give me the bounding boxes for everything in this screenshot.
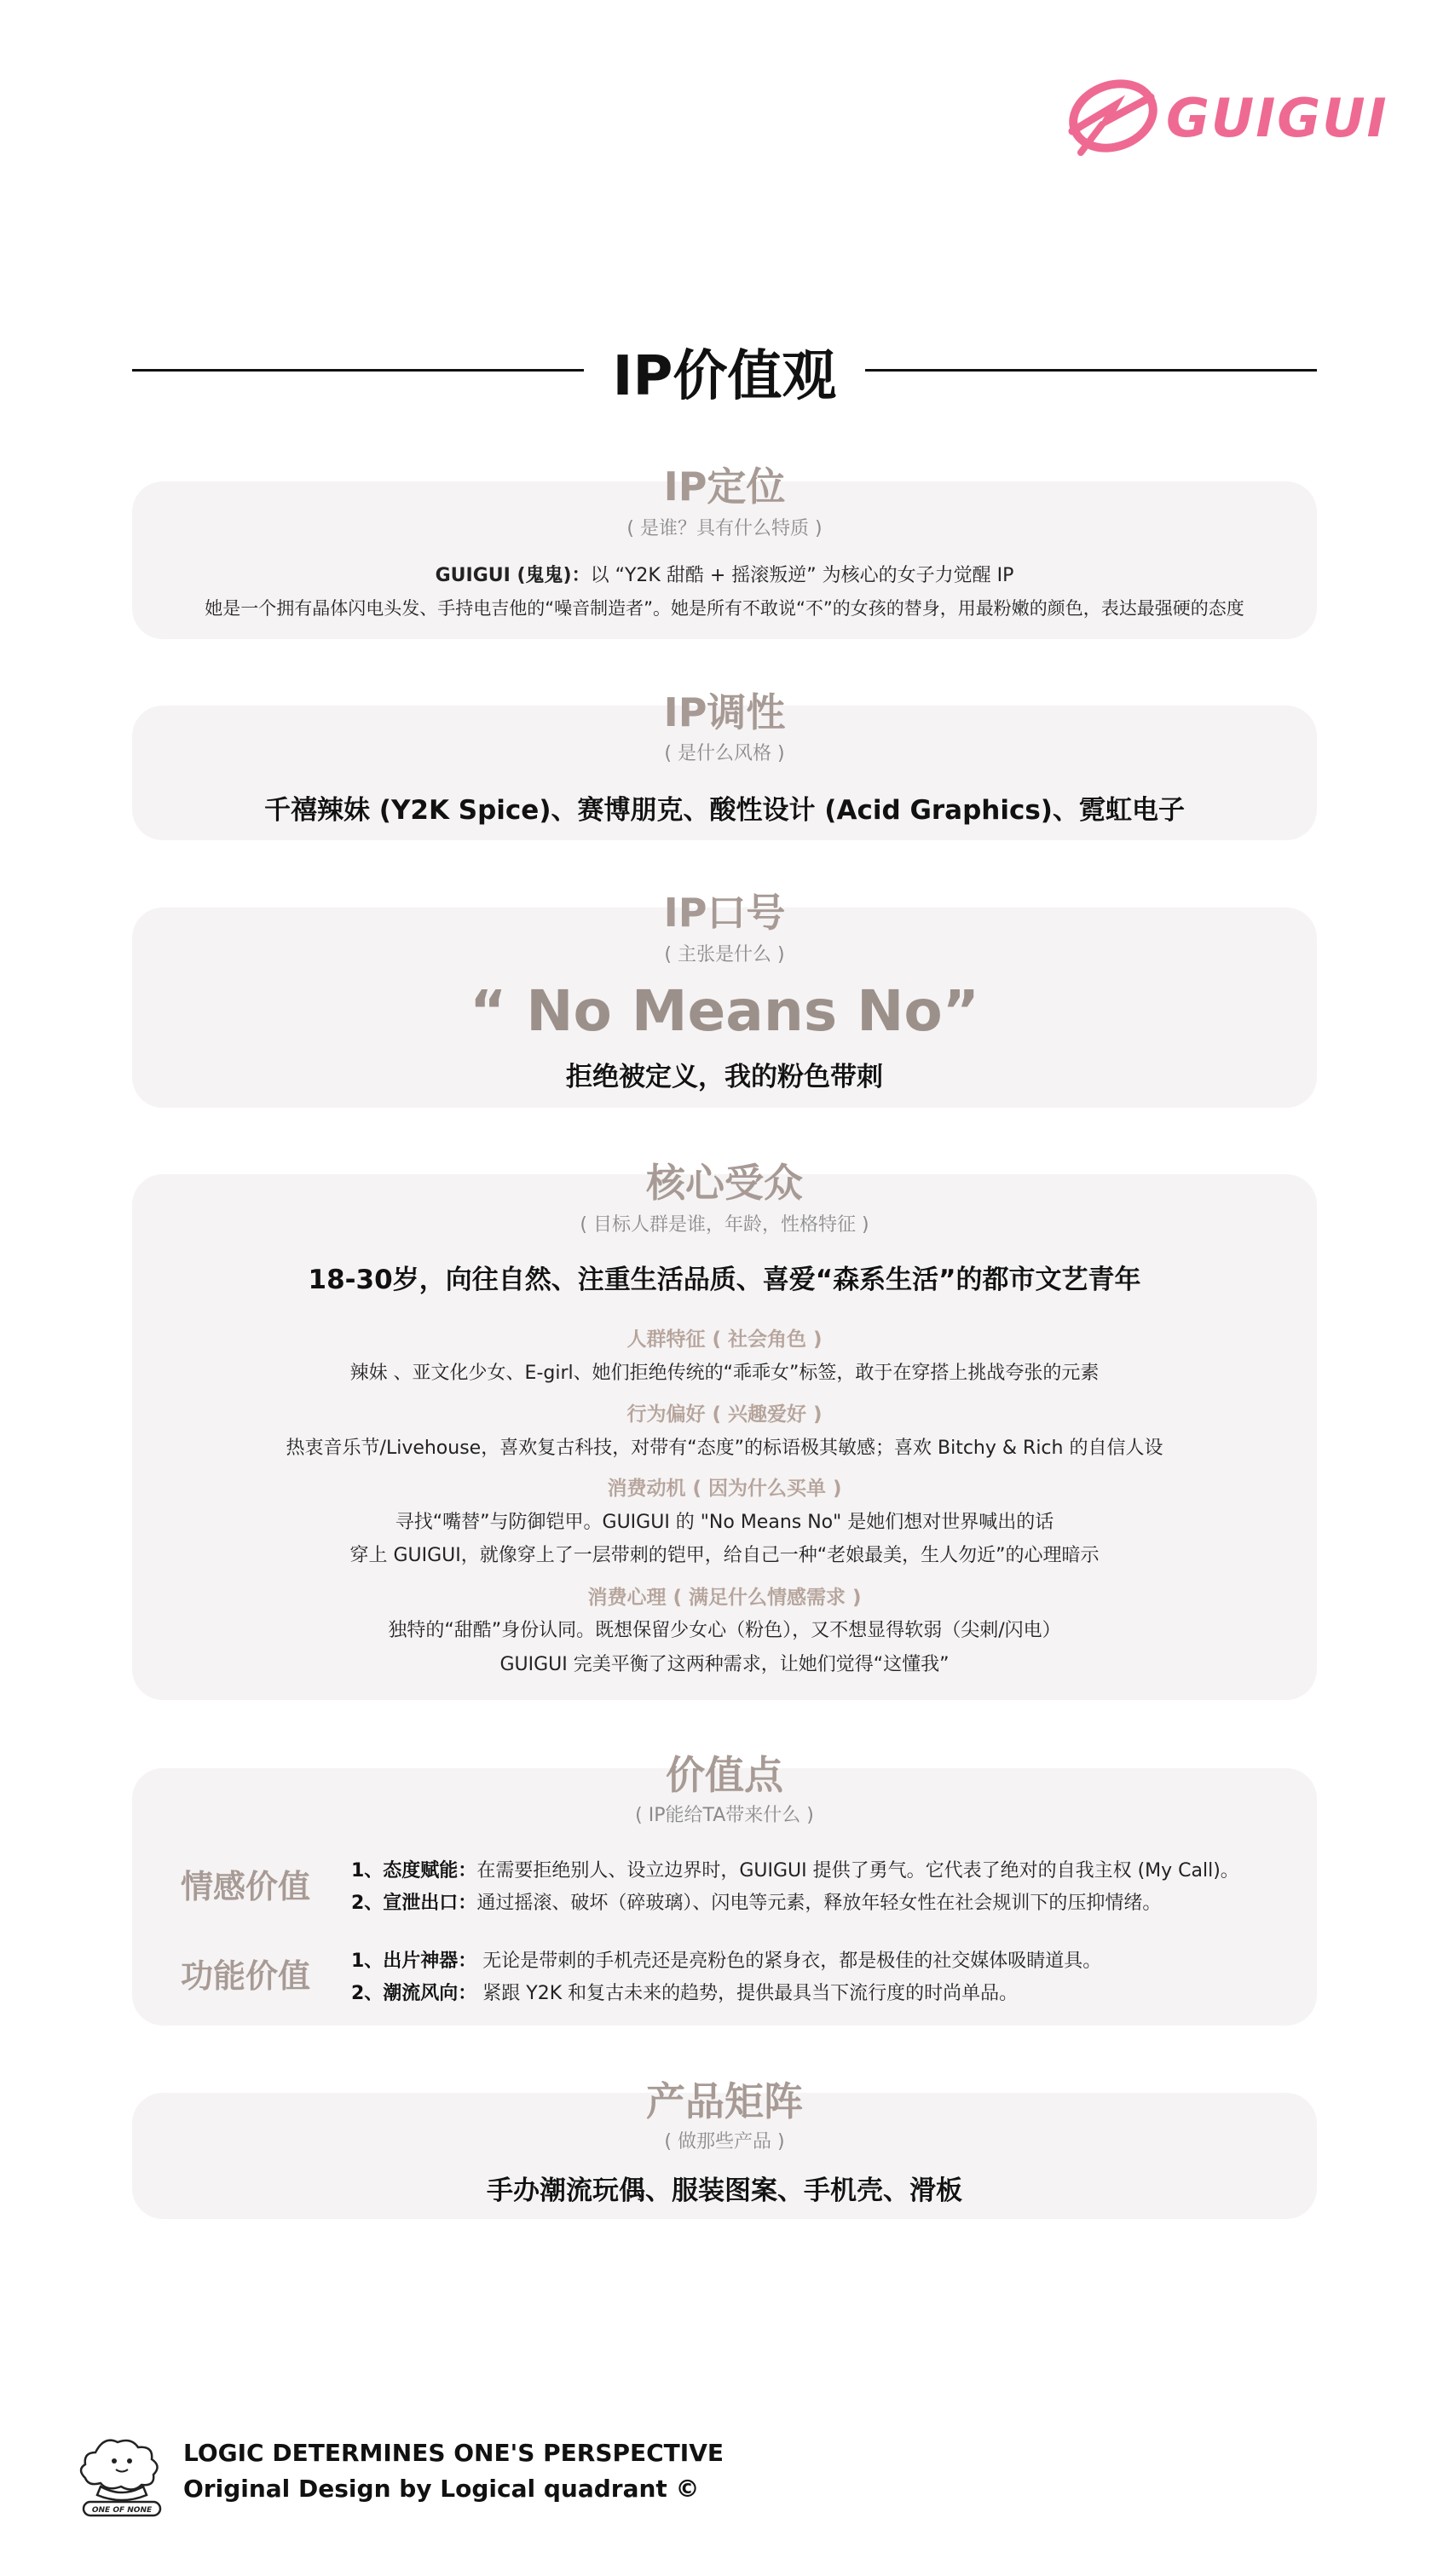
products-title: 产品矩阵 bbox=[646, 2078, 803, 2124]
audience-headline: 18-30岁，向往自然、注重生活品质、喜爱“森系生活”的都市文艺青年 bbox=[308, 1265, 1141, 1295]
tone-subtitle: ( 是什么风格 ) bbox=[664, 743, 785, 764]
emotional-value-item bbox=[351, 1888, 1161, 1915]
footer-credit: Original Design by Logical quadrant © bbox=[183, 2475, 700, 2503]
slogan-quote: “ No Means No” bbox=[469, 978, 980, 1044]
value-text: 无论是带刺的手机壳还是亮粉色的紧身衣，都是极佳的社交媒体吸睛道具。 bbox=[476, 1951, 1102, 1972]
audience-group-head: 消费心理 ( 满足什么情感需求 ) bbox=[587, 1587, 862, 1609]
positioning-definition: 以 “Y2K 甜酷 + 摇滚叛逆” 为核心的女子力觉醒 IP bbox=[590, 565, 1014, 586]
audience-subtitle: ( 目标人群是谁，年龄，性格特征 ) bbox=[580, 1214, 869, 1236]
positioning-name: GUIGUI (鬼鬼)： bbox=[435, 565, 591, 586]
emotional-value-item bbox=[351, 1856, 1239, 1882]
positioning-title: IP定位 bbox=[663, 464, 786, 510]
functional-value-label: 功能价值 bbox=[181, 1957, 311, 1995]
lightning-g-icon bbox=[1055, 72, 1166, 165]
functional-value-item bbox=[351, 1946, 1101, 1973]
positioning-line-2: 她是一个拥有晶体闪电头发、手持电吉他的“噪音制造者”。她是所有不敢说“不”的女孩的替身，用最粉嫩的颜色，表达最强硬的态度 bbox=[205, 598, 1244, 619]
footer-badge-text: ONE OF NONE bbox=[91, 2506, 153, 2515]
value-key: 2、潮流风向： bbox=[351, 1983, 477, 2004]
value-key: 1、态度赋能： bbox=[351, 1860, 477, 1882]
audience-title: 核心受众 bbox=[646, 1160, 803, 1206]
main-title: IP价值观 bbox=[612, 345, 837, 408]
audience-group-head: 消费动机 ( 因为什么买单 ) bbox=[607, 1478, 842, 1500]
slogan-subtitle: ( 主张是什么 ) bbox=[664, 944, 785, 965]
products-subtitle: ( 做那些产品 ) bbox=[664, 2131, 785, 2152]
tone-text: 千禧辣妹 (Y2K Spice)、赛博朋克、酸性设计 (Acid Graphics)、霓虹电子 bbox=[264, 795, 1185, 826]
audience-group-head: 人群特征 ( 社会角色 ) bbox=[626, 1328, 823, 1351]
products-text: 手办潮流玩偶、服装图案、手机壳、滑板 bbox=[487, 2175, 962, 2206]
audience-group-line: 穿上 GUIGUI，就像穿上了一层带刺的铠甲，给自己一种“老娘最美，生人勿近”的心理暗示 bbox=[349, 1545, 1100, 1566]
value-key: 2、宣泄出口： bbox=[351, 1893, 477, 1914]
brand-logo bbox=[1055, 72, 1396, 165]
audience-group-line: 独特的“甜酷”身份认同。既想保留少女心（粉色），又不想显得软弱（尖刺/闪电） bbox=[388, 1620, 1061, 1641]
mascot-cloud-icon bbox=[77, 2420, 167, 2521]
audience-group-line: 辣妹 、亚文化少女、E-girl、她们拒绝传统的“乖乖女”标签，敢于在穿搭上挑战夸张的元素 bbox=[349, 1363, 1100, 1384]
positioning-line-1 bbox=[132, 561, 1317, 587]
tone-title: IP调性 bbox=[663, 689, 786, 735]
slogan-title: IP口号 bbox=[663, 890, 786, 936]
emotional-value-label: 情感价值 bbox=[181, 1868, 311, 1905]
values-title: 价值点 bbox=[666, 1752, 783, 1798]
slogan-text: 拒绝被定义，我的粉色带刺 bbox=[566, 1062, 883, 1092]
value-key: 1、出片神器： bbox=[351, 1951, 477, 1972]
audience-group-head: 行为偏好 ( 兴趣爱好 ) bbox=[626, 1403, 823, 1426]
main-title-wrap bbox=[0, 332, 1449, 411]
audience-group-line: 寻找“嘴替”与防御铠甲。GUIGUI 的 "No Means No" 是她们想对世界喊出的话 bbox=[395, 1512, 1054, 1533]
positioning-subtitle: ( 是谁？具有什么特质 ) bbox=[626, 518, 823, 539]
functional-value-item bbox=[351, 1979, 1018, 2005]
value-text: 在需要拒绝别人、设立边界时，GUIGUI 提供了勇气。它代表了绝对的自我主权 (My Call)。 bbox=[476, 1860, 1239, 1882]
value-text: 通过摇滚、破坏（碎玻璃）、闪电等元素，释放年轻女性在社会规训下的压抑情绪。 bbox=[476, 1893, 1162, 1914]
footer-mascot-logo bbox=[77, 2420, 167, 2521]
audience-group-line: 热衷音乐节/Livehouse，喜欢复古科技，对带有“态度”的标语极其敏感；喜欢 Bitchy & Rich 的自信人设 bbox=[286, 1438, 1163, 1459]
logo-wordmark: GUIGUI bbox=[1166, 87, 1388, 149]
audience-group-line: GUIGUI 完美平衡了这两种需求，让她们觉得“这懂我” bbox=[499, 1654, 950, 1675]
values-subtitle: ( IP能给TA带来什么 ) bbox=[635, 1805, 814, 1826]
value-text: 紧跟 Y2K 和复古未来的趋势，提供最具当下流行度的时尚单品。 bbox=[476, 1983, 1019, 2004]
footer-tagline: LOGIC DETERMINES ONE'S PERSPECTIVE bbox=[183, 2439, 724, 2467]
